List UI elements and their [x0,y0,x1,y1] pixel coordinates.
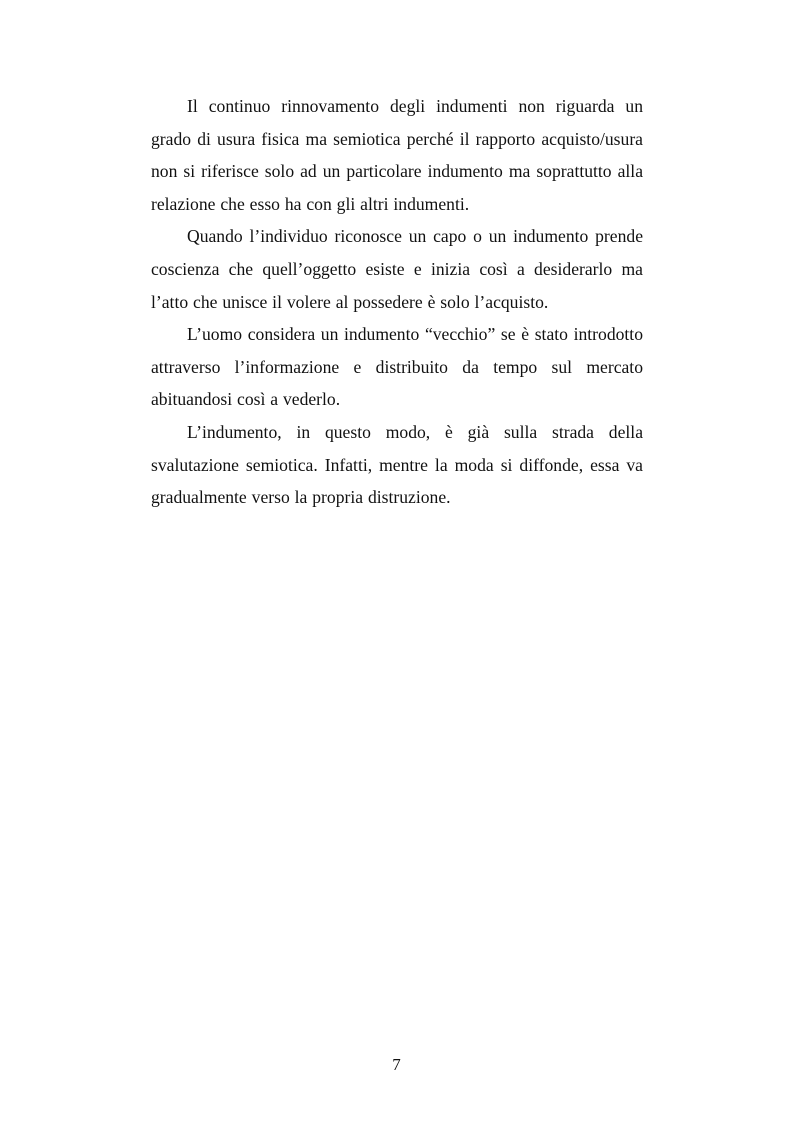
paragraph: Il continuo rinnovamento degli indumenti non riguarda un grado di usura fisica ma semiotica perché il rapporto acquisto/usura non si riferisce solo ad un particolare indumento ma soprattutto alla relazione che esso ha con gli altri indumenti. [151,96,643,214]
paragraph: L’indumento, in questo modo, è già sulla strada della svalutazione semiotica. Infatti, mentre la moda si diffonde, essa va gradualmente verso la propria distruzione. [151,421,643,508]
paragraph: Quando l’individuo riconosce un capo o un indumento prende coscienza che quell’oggetto esiste e inizia così a desiderarlo ma l’atto che unisce il volere al possedere è solo l’acquisto. [151,226,643,312]
paragraph: L’uomo considera un indumento “vecchio” se è stato introdotto attraverso l’informazione e distribuito da tempo sul mercato abituandosi così a vederlo. [151,324,643,410]
body-text [151,90,643,514]
page-number: 7 [392,1055,401,1074]
